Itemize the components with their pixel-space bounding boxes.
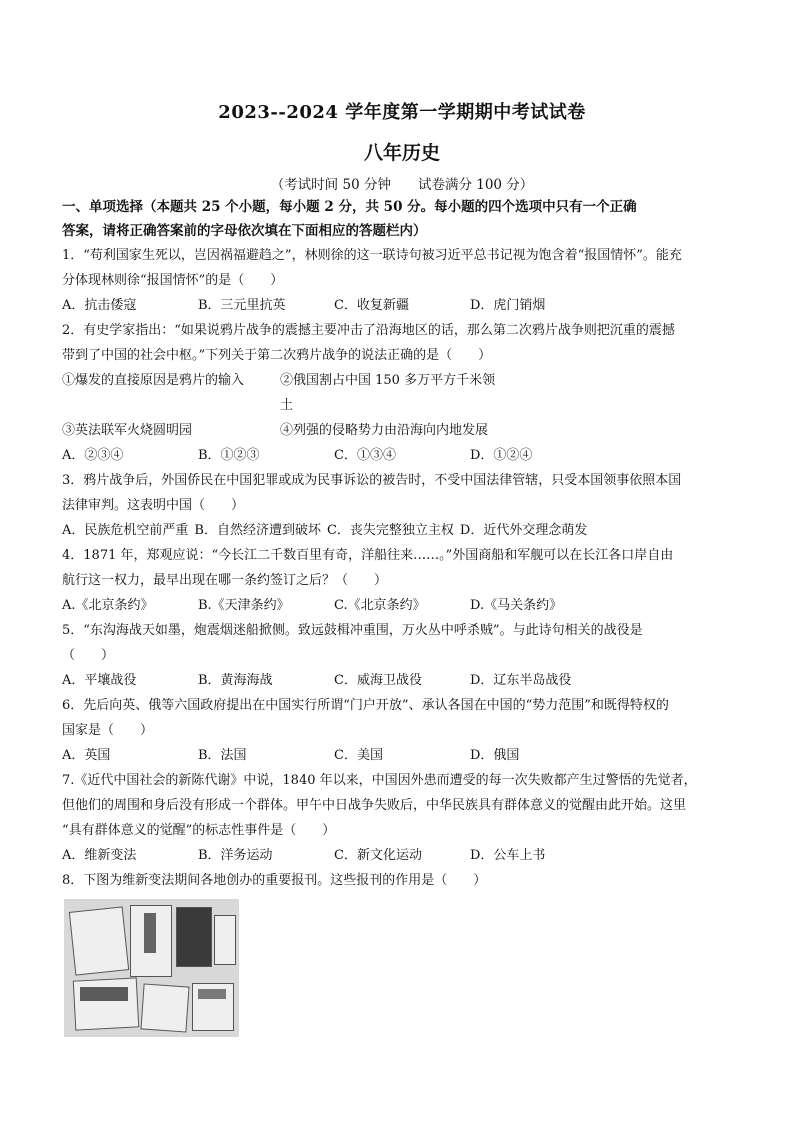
option-b: B．洋务运动 — [198, 848, 273, 863]
option-d: D．①②④ — [470, 448, 533, 463]
exam-page — [62, 98, 742, 1037]
option-c: C．威海卫战役 — [334, 673, 422, 688]
question-text: 6．先后向英、俄等六国政府提出在中国实行所谓“门户开放”、承认各国在中国的“势力范围”和既得特权的 — [62, 698, 669, 713]
option-b: B．法国 — [198, 748, 247, 763]
option-d: D．近代外交理念萌发 — [459, 523, 588, 538]
question-text: 航行这一权力，最早出现在哪一条约签订之后？（ ） — [62, 573, 388, 588]
section-heading-line: 答案，请将正确答案前的字母依次填在下面相应的答题栏内） — [62, 223, 427, 239]
statement: ①爆发的直接原因是鸦片的输入 — [62, 373, 245, 388]
masthead-mark — [198, 989, 226, 999]
option-d: D．虎门销烟 — [470, 298, 546, 313]
option-b: B．①②③ — [198, 448, 260, 463]
option-a: A．抗击倭寇 — [62, 298, 137, 313]
statements-row — [62, 418, 742, 443]
option-d: D．俄国 — [470, 748, 520, 763]
newspaper — [214, 915, 236, 965]
question-text: 1．“苟利国家生死以，岂因祸福避趋之”，林则徐的这一联诗句被习近平总书记视为饱含着“报国情怀”。能充 — [62, 248, 682, 263]
question-5 — [62, 618, 742, 693]
newspaper — [176, 907, 212, 967]
exam-title: 2023--2024 学年度第一学期期中考试试卷 — [218, 102, 586, 123]
option-a: A．②③④ — [62, 448, 124, 463]
option-c: C．新文化运动 — [334, 848, 422, 863]
masthead-mark — [80, 987, 128, 1001]
newspapers-photo-icon — [64, 899, 239, 1037]
option-d: D．辽东半岛战役 — [470, 673, 572, 688]
options — [62, 743, 742, 768]
option-a: A．平壤战役 — [62, 673, 137, 688]
question-text: 7.《近代中国社会的新陈代谢》中说，1840 年以来，中国因外患而遭受的每一次失败都产生过警悟的先觉者， — [62, 773, 697, 788]
option-b: B.《天津条约》 — [198, 598, 290, 613]
question-text: 分体现林则徐“报国情怀”的是（ ） — [62, 273, 284, 288]
question-4 — [62, 543, 742, 618]
question-list — [62, 243, 742, 1037]
option-a: A．民族危机空前严重 — [62, 523, 189, 538]
question-text: 8．下图为维新变法期间各地创办的重要报刊。这些报刊的作用是（ ） — [62, 873, 487, 888]
section-heading — [62, 195, 742, 243]
newspaper — [69, 906, 129, 975]
option-a: A．英国 — [62, 748, 111, 763]
option-b: B．三元里抗英 — [198, 298, 286, 313]
options — [62, 593, 742, 618]
question-text: 国家是（ ） — [62, 723, 154, 738]
question-text: 3．鸦片战争后，外国侨民在中国犯罪或成为民事诉讼的被告时，不受中国法律管辖，只受本国领事依照本国 — [62, 473, 682, 488]
newspaper — [140, 983, 189, 1032]
exam-subject: 八年历史 — [363, 142, 440, 164]
option-d: D.《马关条约》 — [470, 598, 563, 613]
question-text: “具有群体意义的觉醒”的标志性事件是（ ） — [62, 823, 336, 838]
masthead-mark — [144, 913, 156, 953]
option-a: A．维新变法 — [62, 848, 137, 863]
options — [62, 668, 742, 693]
newspaper — [73, 977, 140, 1030]
question-text: 4．1871 年，郑观应说：“今长江二千数百里有奇，洋船往来……。”外国商船和军舰可以在长江各口岸自由 — [62, 548, 674, 563]
question-text: 5．“东沟海战天如墨，炮震烟迷船掀侧。致远鼓楫冲重围，万火丛中呼杀贼”。与此诗句相关的战役是 — [62, 623, 643, 638]
option-b: B．自然经济遭到破坏 — [194, 523, 321, 538]
option-b: B．黄海海战 — [198, 673, 273, 688]
question-text: （ ） — [62, 648, 115, 663]
options — [62, 518, 742, 543]
question-6 — [62, 693, 742, 768]
options — [62, 293, 742, 318]
question-text: 带到了中国的社会中枢。”下列关于第二次鸦片战争的说法正确的是（ ） — [62, 348, 492, 363]
options — [62, 843, 742, 868]
question-1 — [62, 243, 742, 318]
options — [62, 443, 742, 468]
statement: ②俄国割占中国 150 多万平方千米领土 — [280, 373, 496, 413]
option-c: C．①③④ — [334, 448, 396, 463]
exam-meta: （考试时间 50 分钟 试卷满分 100 分） — [270, 177, 534, 193]
statement: ④列强的侵略势力由沿海向内地发展 — [280, 423, 489, 438]
question-7 — [62, 768, 742, 868]
option-c: C．美国 — [334, 748, 383, 763]
section-heading-line: 一、单项选择（本题共 25 个小题，每小题 2 分，共 50 分。每小题的四个选项中只有一个正确 — [62, 199, 637, 215]
statement: ③英法联军火烧圆明园 — [62, 423, 193, 438]
question-8 — [62, 868, 742, 1037]
option-c: C．收复新疆 — [334, 298, 409, 313]
question-text: 但他们的周围和身后没有形成一个群体。甲午中日战争失败后，中华民族具有群体意义的觉醒由此开始。这里 — [62, 798, 687, 813]
question-text: 2．有史学家指出：“如果说鸦片战争的震撼主要冲击了沿海地区的话，那么第二次鸦片战争则把沉重的震撼 — [62, 323, 675, 338]
option-c: C．丧失完整独立主权 — [326, 523, 454, 538]
option-d: D．公车上书 — [470, 848, 546, 863]
question-2 — [62, 318, 742, 468]
option-a: A.《北京条约》 — [62, 598, 154, 613]
option-c: C.《北京条约》 — [334, 598, 426, 613]
statements-row — [62, 368, 742, 418]
question-text: 法律审判。这表明中国（ ） — [62, 498, 245, 513]
question-3 — [62, 468, 742, 543]
